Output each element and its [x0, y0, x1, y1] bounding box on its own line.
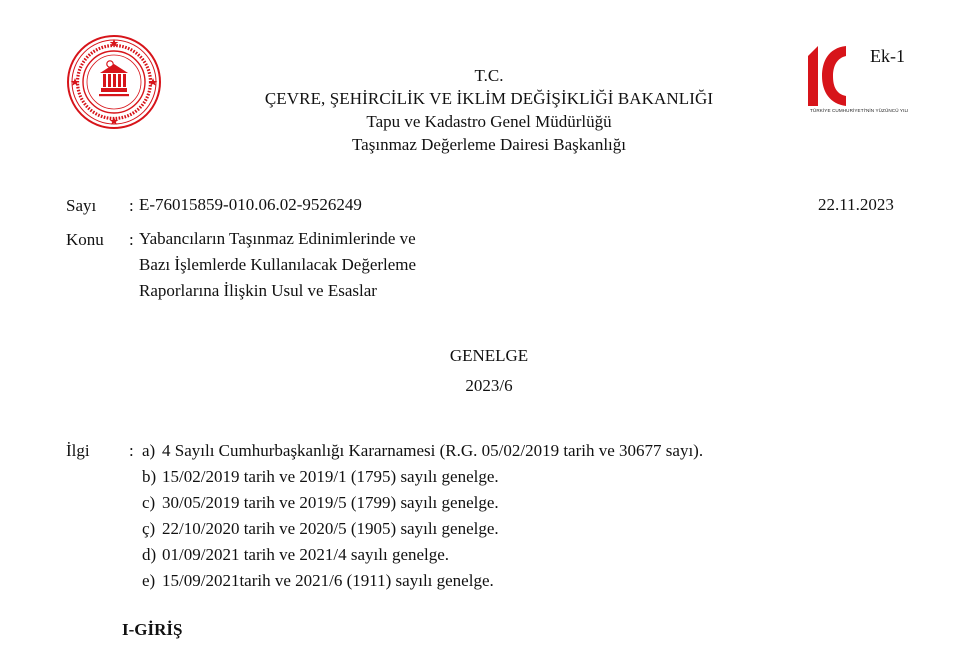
document-date: 22.11.2023	[818, 195, 894, 214]
genelge-number: 2023/6	[465, 376, 513, 395]
sayi-label: Sayı	[66, 196, 97, 215]
konu-line: Raporlarına İlişkin Usul ve Esaslar	[139, 281, 377, 300]
reference-text: 15/02/2019 tarih ve 2019/1 (1795) sayılı genelge.	[162, 467, 499, 486]
header-tc: T.C.	[474, 66, 504, 85]
section-heading: I-GİRİŞ	[122, 620, 183, 639]
reference-item	[142, 571, 494, 591]
reference-item	[142, 441, 703, 461]
ilgi-colon: :	[129, 441, 134, 460]
sayi-value: E-76015859-010.06.02-9526249	[139, 195, 362, 214]
reference-letter: d)	[142, 545, 157, 564]
ilgi-label: İlgi	[66, 441, 90, 460]
reference-letter: c)	[142, 493, 156, 512]
header-department: Taşınmaz Değerleme Dairesi Başkanlığı	[351, 135, 627, 154]
reference-item	[142, 467, 499, 487]
reference-item	[142, 545, 449, 565]
reference-text: 15/09/2021tarih ve 2021/6 (1911) sayılı genelge.	[162, 571, 494, 590]
reference-letter: a)	[142, 441, 156, 460]
reference-text: 22/10/2020 tarih ve 2020/5 (1905) sayılı genelge.	[162, 519, 499, 538]
reference-letter: e)	[142, 571, 156, 590]
annex-label: Ek-1	[870, 46, 905, 66]
reference-text: 01/09/2021 tarih ve 2021/4 sayılı genelge.	[162, 545, 450, 564]
konu-colon: :	[129, 230, 134, 249]
header-ministry: ÇEVRE, ŞEHİRCİLİK VE İKLİM DEĞİŞİKLİĞİ BAKANLIĞI	[264, 89, 714, 108]
genelge-title: GENELGE	[449, 346, 529, 365]
logo-caption: TÜRKİYE CUMHURİYETİ'NİN YÜZÜNCÜ YILI	[810, 108, 909, 113]
reference-item	[142, 519, 499, 539]
konu-line: Yabancıların Taşınmaz Edinimlerinde ve	[139, 229, 416, 248]
reference-item	[142, 493, 499, 513]
sayi-colon: :	[129, 196, 134, 215]
reference-text: 30/05/2019 tarih ve 2019/5 (1799) sayılı genelge.	[162, 493, 499, 512]
reference-letter: b)	[142, 467, 157, 486]
reference-letter: ç)	[142, 519, 156, 538]
reference-text: 4 Sayılı Cumhurbaşkanlığı Kararnamesi (R.G. 05/02/2019 tarih ve 30677 sayı).	[162, 441, 704, 460]
konu-label: Konu	[66, 230, 104, 249]
konu-line: Bazı İşlemlerde Kullanılacak Değerleme	[139, 255, 417, 274]
header-directorate: Tapu ve Kadastro Genel Müdürlüğü	[366, 112, 612, 131]
